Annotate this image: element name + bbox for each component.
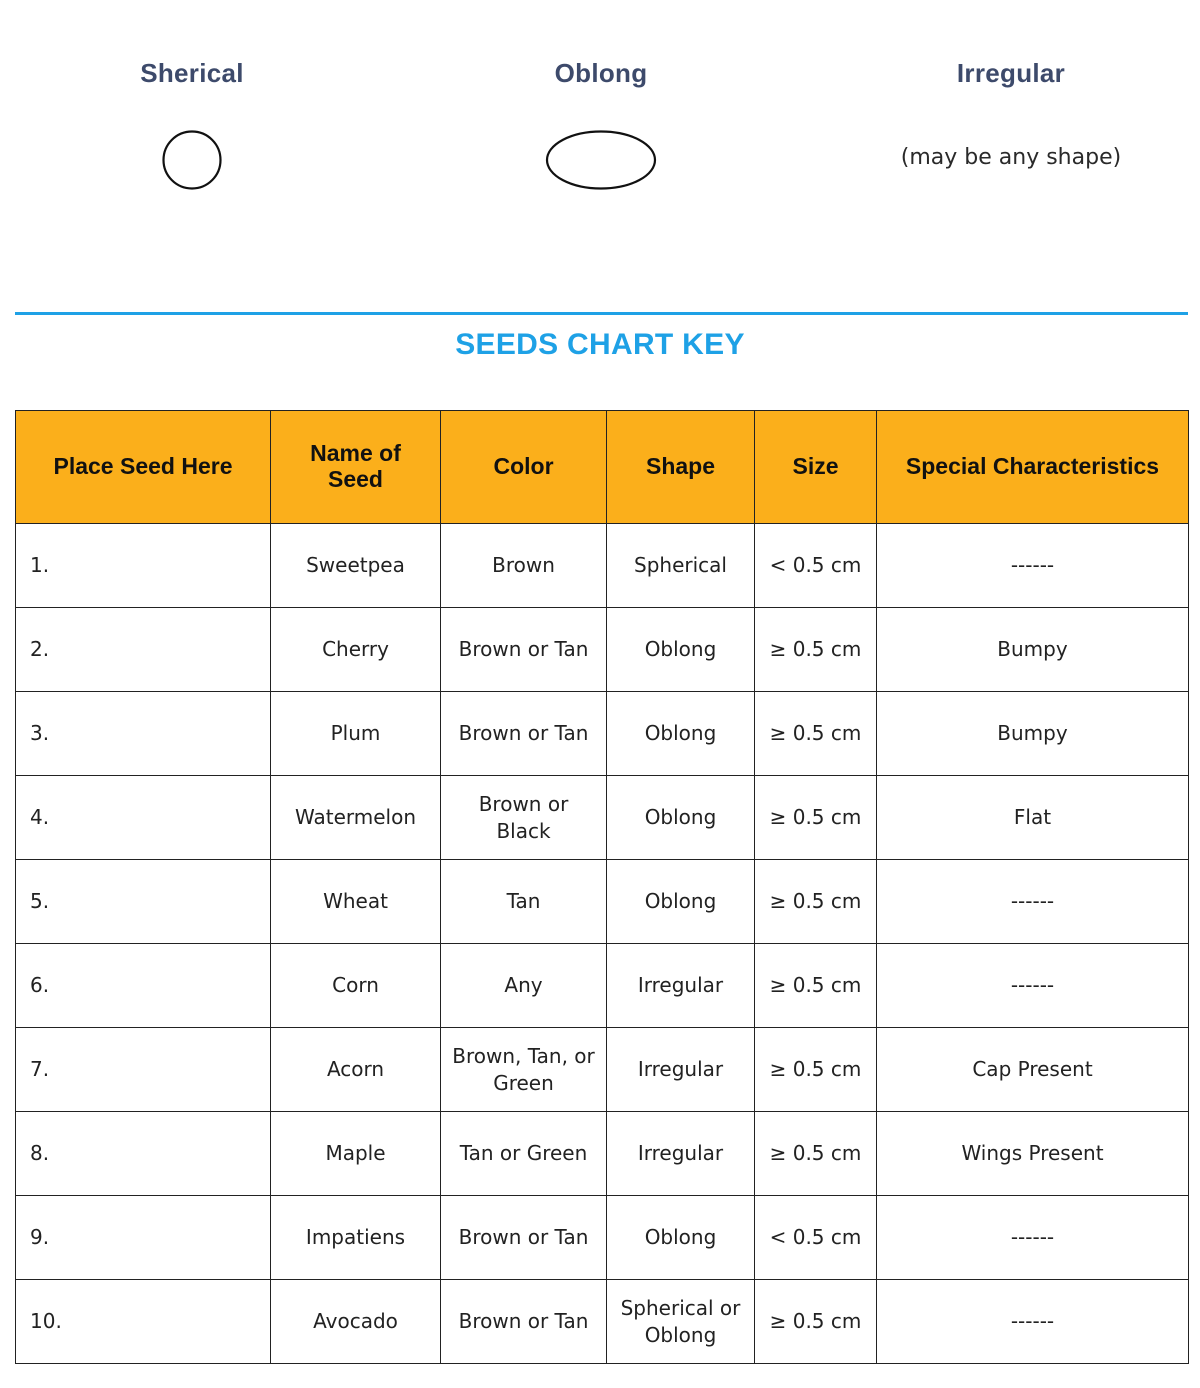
seed-color-cell: Any (441, 944, 607, 1028)
seed-special-cell: ------ (877, 1196, 1189, 1280)
seed-size-cell: ≥ 0.5 cm (755, 1280, 877, 1364)
table-row (16, 608, 1189, 692)
header-size: Size (755, 411, 877, 524)
seed-size-cell: ≥ 0.5 cm (755, 608, 877, 692)
seed-shape-cell: Irregular (607, 1112, 755, 1196)
header-color: Color (441, 411, 607, 524)
seed-shape-cell: Spherical or Oblong (607, 1280, 755, 1364)
seed-name-cell: Impatiens (271, 1196, 441, 1280)
seed-number-cell[interactable]: 9. (16, 1196, 271, 1280)
table-row (16, 944, 1189, 1028)
seed-color-cell: Brown or Tan (441, 692, 607, 776)
seed-color-cell: Brown or Tan (441, 608, 607, 692)
seed-shape-cell: Oblong (607, 860, 755, 944)
seed-shape-cell: Spherical (607, 524, 755, 608)
seed-size-cell: ≥ 0.5 cm (755, 692, 877, 776)
seeds-chart-table (15, 410, 1189, 1364)
seed-color-cell: Brown, Tan, or Green (441, 1028, 607, 1112)
shape-oblong-title: Oblong (554, 58, 648, 88)
seed-color-cell: Brown or Tan (441, 1280, 607, 1364)
seed-name-cell: Avocado (271, 1280, 441, 1364)
seed-name-cell: Watermelon (271, 776, 441, 860)
seed-special-cell: Flat (877, 776, 1189, 860)
seed-shape-cell: Oblong (607, 608, 755, 692)
header-name-of-seed: Name of Seed (271, 411, 441, 524)
table-row (16, 1280, 1189, 1364)
seed-size-cell: ≥ 0.5 cm (755, 944, 877, 1028)
header-shape: Shape (607, 411, 755, 524)
seed-special-cell: Bumpy (877, 692, 1189, 776)
seed-special-cell: ------ (877, 860, 1189, 944)
seed-number-cell[interactable]: 5. (16, 860, 271, 944)
seed-color-cell: Brown (441, 524, 607, 608)
seed-name-cell: Sweetpea (271, 524, 441, 608)
seed-special-cell: Cap Present (877, 1028, 1189, 1112)
seed-name-cell: Plum (271, 692, 441, 776)
table-row (16, 860, 1189, 944)
table-row (16, 524, 1189, 608)
seed-number-cell[interactable]: 10. (16, 1280, 271, 1364)
ellipse-shape-icon (401, 128, 801, 192)
seed-size-cell: ≥ 0.5 cm (755, 1112, 877, 1196)
seed-color-cell: Tan (441, 860, 607, 944)
table-row (16, 776, 1189, 860)
seed-name-cell: Corn (271, 944, 441, 1028)
seed-number-cell[interactable]: 2. (16, 608, 271, 692)
table-row (16, 692, 1189, 776)
seed-number-cell[interactable]: 6. (16, 944, 271, 1028)
seed-name-cell: Wheat (271, 860, 441, 944)
seed-size-cell: < 0.5 cm (755, 1196, 877, 1280)
shape-irregular-title: Irregular (956, 58, 1066, 88)
table-row (16, 1028, 1189, 1112)
table-row (16, 1196, 1189, 1280)
header-place-seed: Place Seed Here (16, 411, 271, 524)
seed-size-cell: < 0.5 cm (755, 524, 877, 608)
seed-name-cell: Acorn (271, 1028, 441, 1112)
seed-size-cell: ≥ 0.5 cm (755, 860, 877, 944)
seed-color-cell: Brown or Black (441, 776, 607, 860)
seed-color-cell: Brown or Tan (441, 1196, 607, 1280)
seed-special-cell: ------ (877, 1280, 1189, 1364)
header-special-characteristics: Special Characteristics (877, 411, 1189, 524)
seed-number-cell[interactable]: 7. (16, 1028, 271, 1112)
seed-number-cell[interactable]: 4. (16, 776, 271, 860)
seed-shape-cell: Irregular (607, 1028, 755, 1112)
seed-number-cell[interactable]: 1. (16, 524, 271, 608)
seed-shape-cell: Oblong (607, 1196, 755, 1280)
seed-name-cell: Cherry (271, 608, 441, 692)
shape-irregular-note: (may be any shape) (900, 145, 1122, 170)
seed-color-cell: Tan or Green (441, 1112, 607, 1196)
seed-special-cell: ------ (877, 524, 1189, 608)
seed-special-cell: Bumpy (877, 608, 1189, 692)
seed-size-cell: ≥ 0.5 cm (755, 1028, 877, 1112)
circle-shape-icon (0, 128, 392, 192)
seed-size-cell: ≥ 0.5 cm (755, 776, 877, 860)
seed-number-cell[interactable]: 3. (16, 692, 271, 776)
seed-number-cell[interactable]: 8. (16, 1112, 271, 1196)
table-header-row (16, 411, 1189, 524)
seed-shape-cell: Irregular (607, 944, 755, 1028)
seed-name-cell: Maple (271, 1112, 441, 1196)
seeds-chart-key-title: SEEDS CHART KEY (455, 328, 745, 361)
seed-special-cell: Wings Present (877, 1112, 1189, 1196)
seed-special-cell: ------ (877, 944, 1189, 1028)
seed-shape-cell: Oblong (607, 692, 755, 776)
table-row (16, 1112, 1189, 1196)
shape-spherical-title: Sherical (140, 58, 244, 88)
seed-shape-cell: Oblong (607, 776, 755, 860)
section-divider (15, 312, 1188, 315)
